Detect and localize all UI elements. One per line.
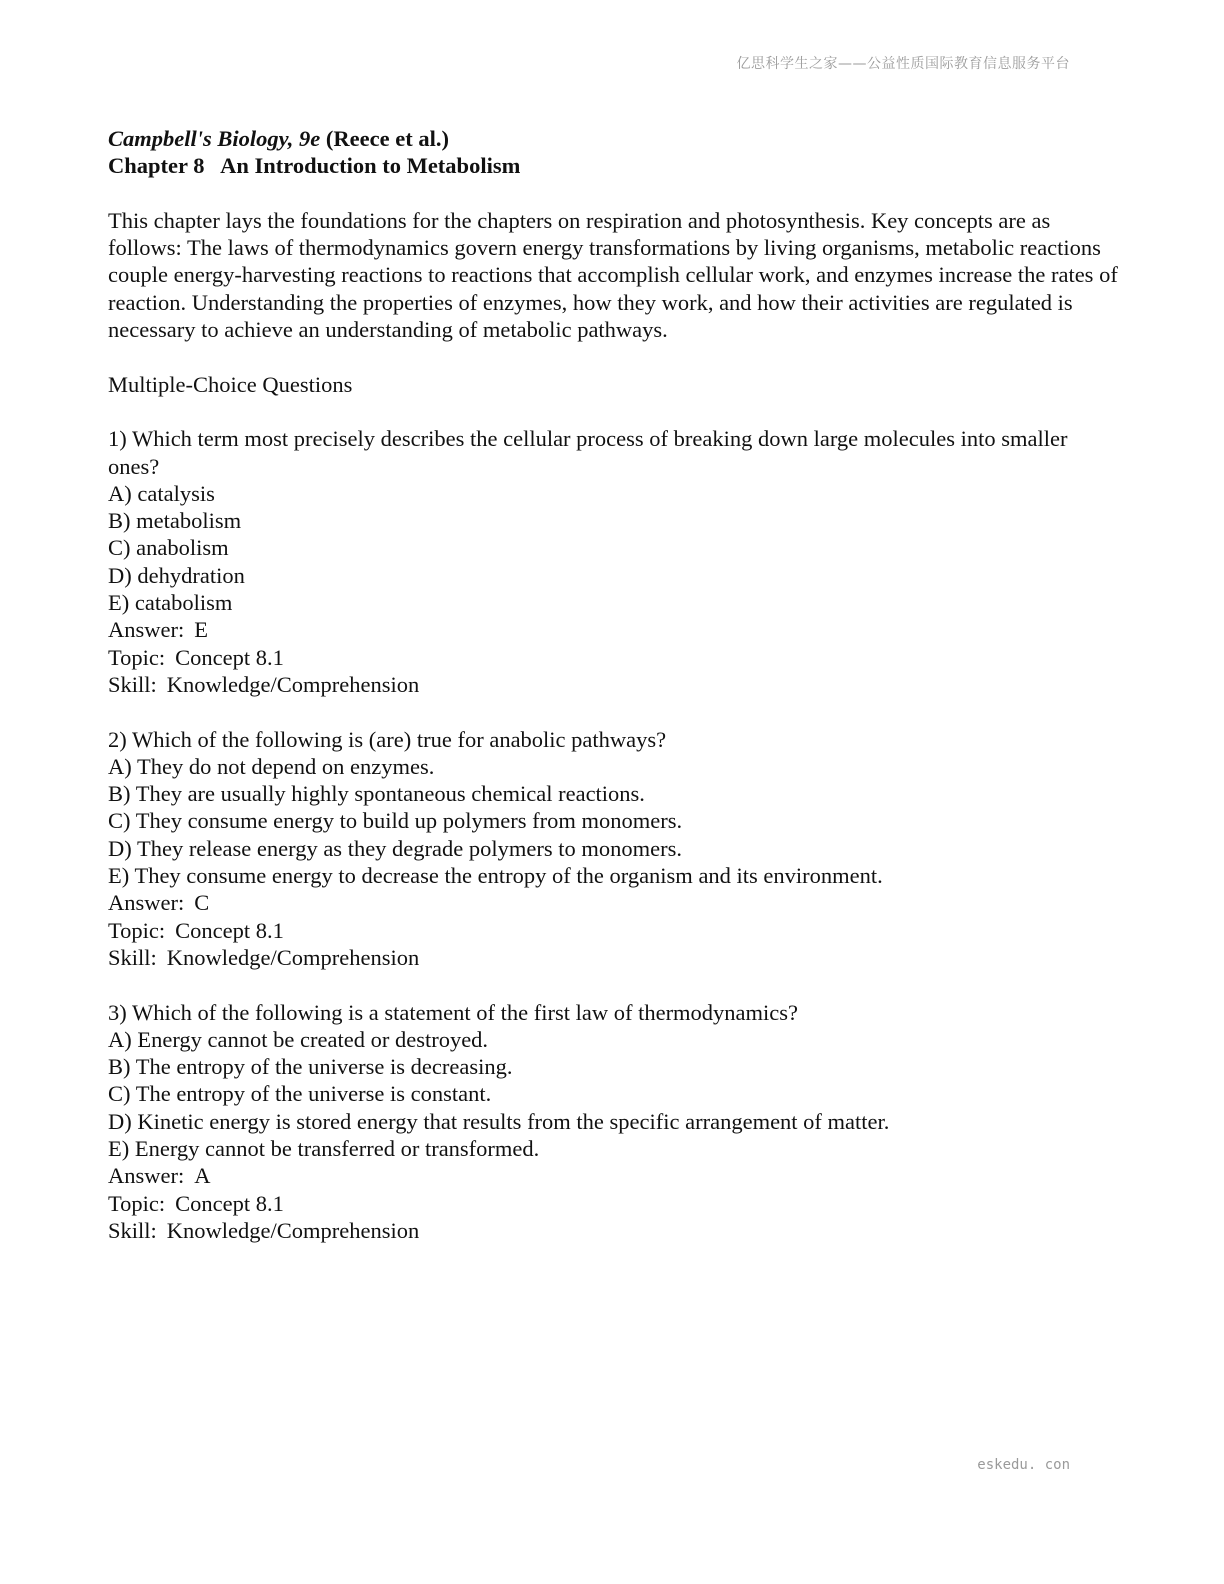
option-a: A) They do not depend on enzymes. (108, 753, 435, 779)
answer-value: E (194, 617, 208, 643)
option-b: B) They are usually highly spontaneous chemical reactions. (108, 781, 645, 807)
skill-label: Skill: (108, 1217, 157, 1243)
question-prompt: 1) Which term most precisely describes the cellular process of breaking down large molecules into smaller ones? (108, 426, 1068, 479)
option-d: D) Kinetic energy is stored energy that results from the specific arrangement of matter. (108, 1108, 890, 1134)
option-c: C) anabolism (108, 535, 229, 561)
answer-label: Answer: (108, 890, 185, 916)
book-title-authors: (Reece et al.) (320, 126, 449, 151)
topic-label: Topic: (108, 917, 166, 943)
question-3 (108, 999, 1118, 1245)
topic-value: Concept 8.1 (175, 917, 284, 943)
option-b: B) The entropy of the universe is decreasing. (108, 1054, 513, 1080)
option-e: E) Energy cannot be transferred or transformed. (108, 1135, 540, 1161)
topic-label: Topic: (108, 644, 166, 670)
option-c: C) They consume energy to build up polymers from monomers. (108, 808, 683, 834)
answer-value: C (194, 890, 210, 916)
skill-line (108, 671, 1118, 698)
section-heading: Multiple-Choice Questions (108, 371, 353, 397)
answer-line (108, 1162, 1118, 1189)
option-a: A) Energy cannot be created or destroyed. (108, 1026, 489, 1052)
topic-label: Topic: (108, 1190, 166, 1216)
topic-value: Concept 8.1 (175, 1190, 284, 1216)
answer-label: Answer: (108, 617, 185, 643)
answer-line (108, 889, 1118, 916)
answer-line (108, 616, 1118, 643)
option-e: E) catabolism (108, 590, 233, 616)
skill-label: Skill: (108, 944, 157, 970)
option-a: A) catalysis (108, 480, 215, 506)
question-prompt: 2) Which of the following is (are) true for anabolic pathways? (108, 726, 667, 752)
question-prompt: 3) Which of the following is a statement of the first law of thermodynamics? (108, 999, 799, 1025)
skill-value: Knowledge/Comprehension (166, 944, 420, 970)
chapter-title: Chapter 8 An Introduction to Metabolism (108, 153, 521, 179)
skill-line (108, 1217, 1118, 1244)
question-1 (108, 425, 1118, 698)
topic-line (108, 1190, 1118, 1217)
footer-watermark: eskedu. con (977, 1457, 1070, 1473)
topic-line (108, 644, 1118, 671)
question-2 (108, 726, 1118, 972)
option-e: E) They consume energy to decrease the entropy of the organism and its environment. (108, 863, 883, 889)
topic-value: Concept 8.1 (175, 644, 284, 670)
topic-line (108, 917, 1118, 944)
option-d: D) They release energy as they degrade polymers to monomers. (108, 835, 682, 861)
skill-label: Skill: (108, 671, 157, 697)
skill-line (108, 944, 1118, 971)
skill-value: Knowledge/Comprehension (166, 671, 420, 697)
header-watermark: 亿思科学生之家——公益性质国际教育信息服务平台 (736, 56, 1070, 72)
skill-value: Knowledge/Comprehension (166, 1217, 420, 1243)
document-body (108, 125, 1118, 1244)
option-b: B) metabolism (108, 508, 242, 534)
option-d: D) dehydration (108, 562, 245, 588)
book-title (108, 125, 1118, 152)
option-c: C) The entropy of the universe is constant. (108, 1081, 492, 1107)
book-title-italic: Campbell's Biology, 9e (108, 126, 321, 151)
answer-value: A (194, 1163, 211, 1189)
answer-label: Answer: (108, 1163, 185, 1189)
intro-paragraph: This chapter lays the foundations for the chapters on respiration and photosynthesis. Key concepts are as follows: The laws of thermodynamics govern energy transformations by living organisms, metabolic reactions couple energy-harvesting reactions to reactions that accomplish cellular work, and enzymes increase the rates of reaction. Understanding the properties of enzymes, how they work, and how their activities are regulated is necessary to achieve an understanding of metabolic pathways. (108, 207, 1118, 343)
